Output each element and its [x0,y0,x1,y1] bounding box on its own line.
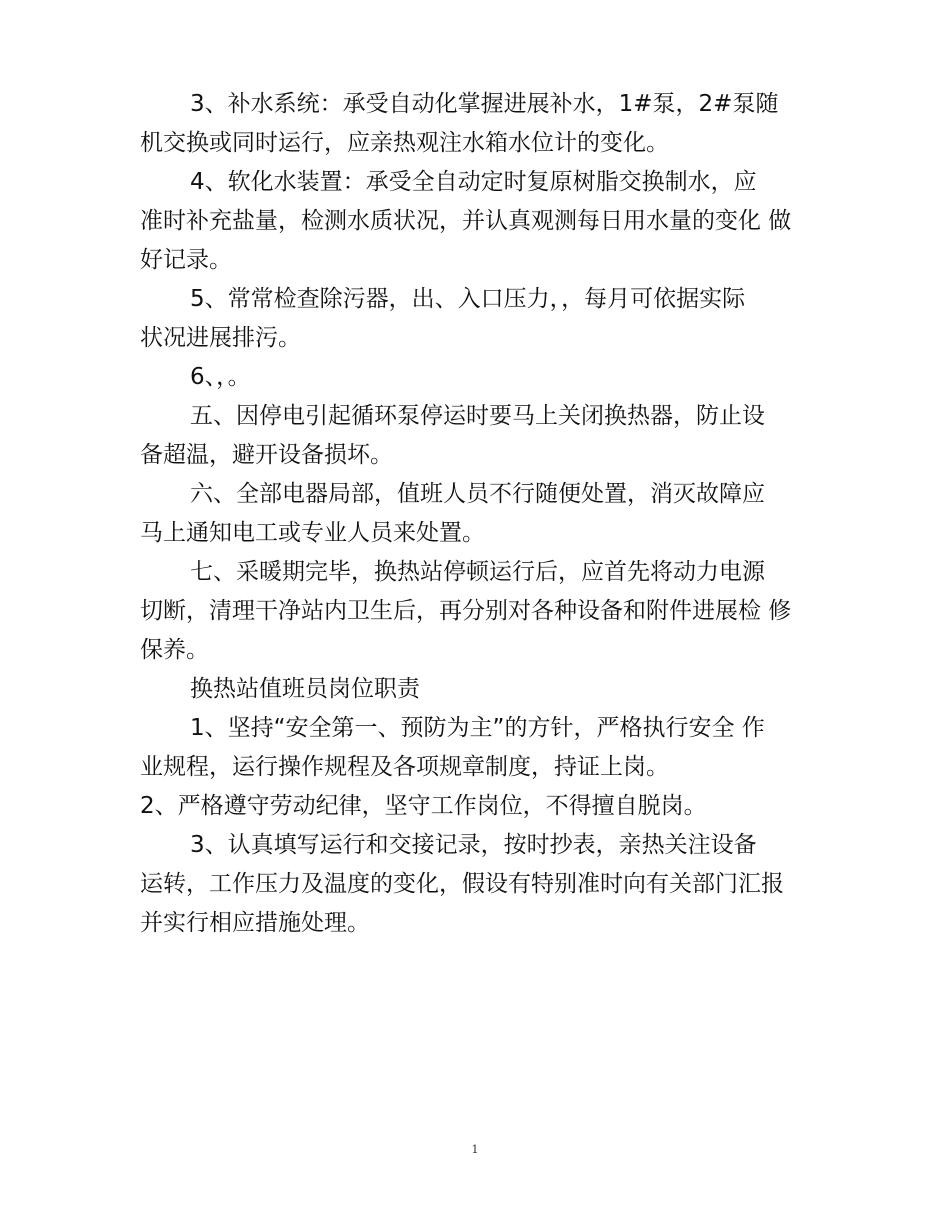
text-line: 保养。 [140,637,209,663]
document-body [140,85,820,943]
text-line: 七、采暖期完毕，换热站停顿运行后，应首先将动力电源 [190,559,765,585]
text-line: 备超温，避开设备损坏。 [140,442,393,468]
page-number: 1 [471,1143,479,1156]
text-line: 好记录。 [140,247,232,273]
text-line: 机交换或同时运行，应亲热观注水箱水位计的变化。 [140,130,669,156]
text-line: 六、全部电器局部，值班人员不行随便处置，消灭故障应 [190,481,765,507]
text-line: 切断，清理干净站内卫生后，再分别对各种设备和附件进展检 修 [140,598,792,624]
text-line: 3、认真填写运行和交接记录，按时抄表，亲热关注设备 [190,832,757,858]
text-line: 4、软化水装置：承受全自动定时复原树脂交换制水，应 [190,169,757,195]
text-line: 马上通知电工或专业人员来处置。 [140,520,485,546]
text-line: 运转，工作压力及温度的变化，假设有特别准时向有关部门汇报 [140,871,784,897]
text-line: 并实行相应措施处理。 [140,910,370,936]
text-line: 6、，。 [190,364,251,390]
text-line: 业规程，运行操作规程及各项规章制度，持证上岗。 [140,754,669,780]
text-line: 2、严格遵守劳动纪律，坚守工作岗位，不得擅自脱岗。 [140,793,707,819]
text-line: 状况进展排污。 [140,325,301,351]
text-line: 准时补充盐量，检测水质状况，并认真观测每日用水量的变化 做 [140,208,792,234]
text-line: 5、常常检查除污器，出、入口压力，，每月可依据实际 [190,286,746,312]
section-heading: 换热站值班员岗位职责 [190,676,420,702]
text-line: 五、因停电引起循环泵停运时要马上关闭换热器，防止设 [190,403,765,429]
text-line: 1、坚持“安全第一、预防为主”的方针，严格执行安全 作 [190,715,765,741]
text-line: 3、补水系统：承受自动化掌握进展补水，1#泵，2#泵随 [190,91,779,117]
